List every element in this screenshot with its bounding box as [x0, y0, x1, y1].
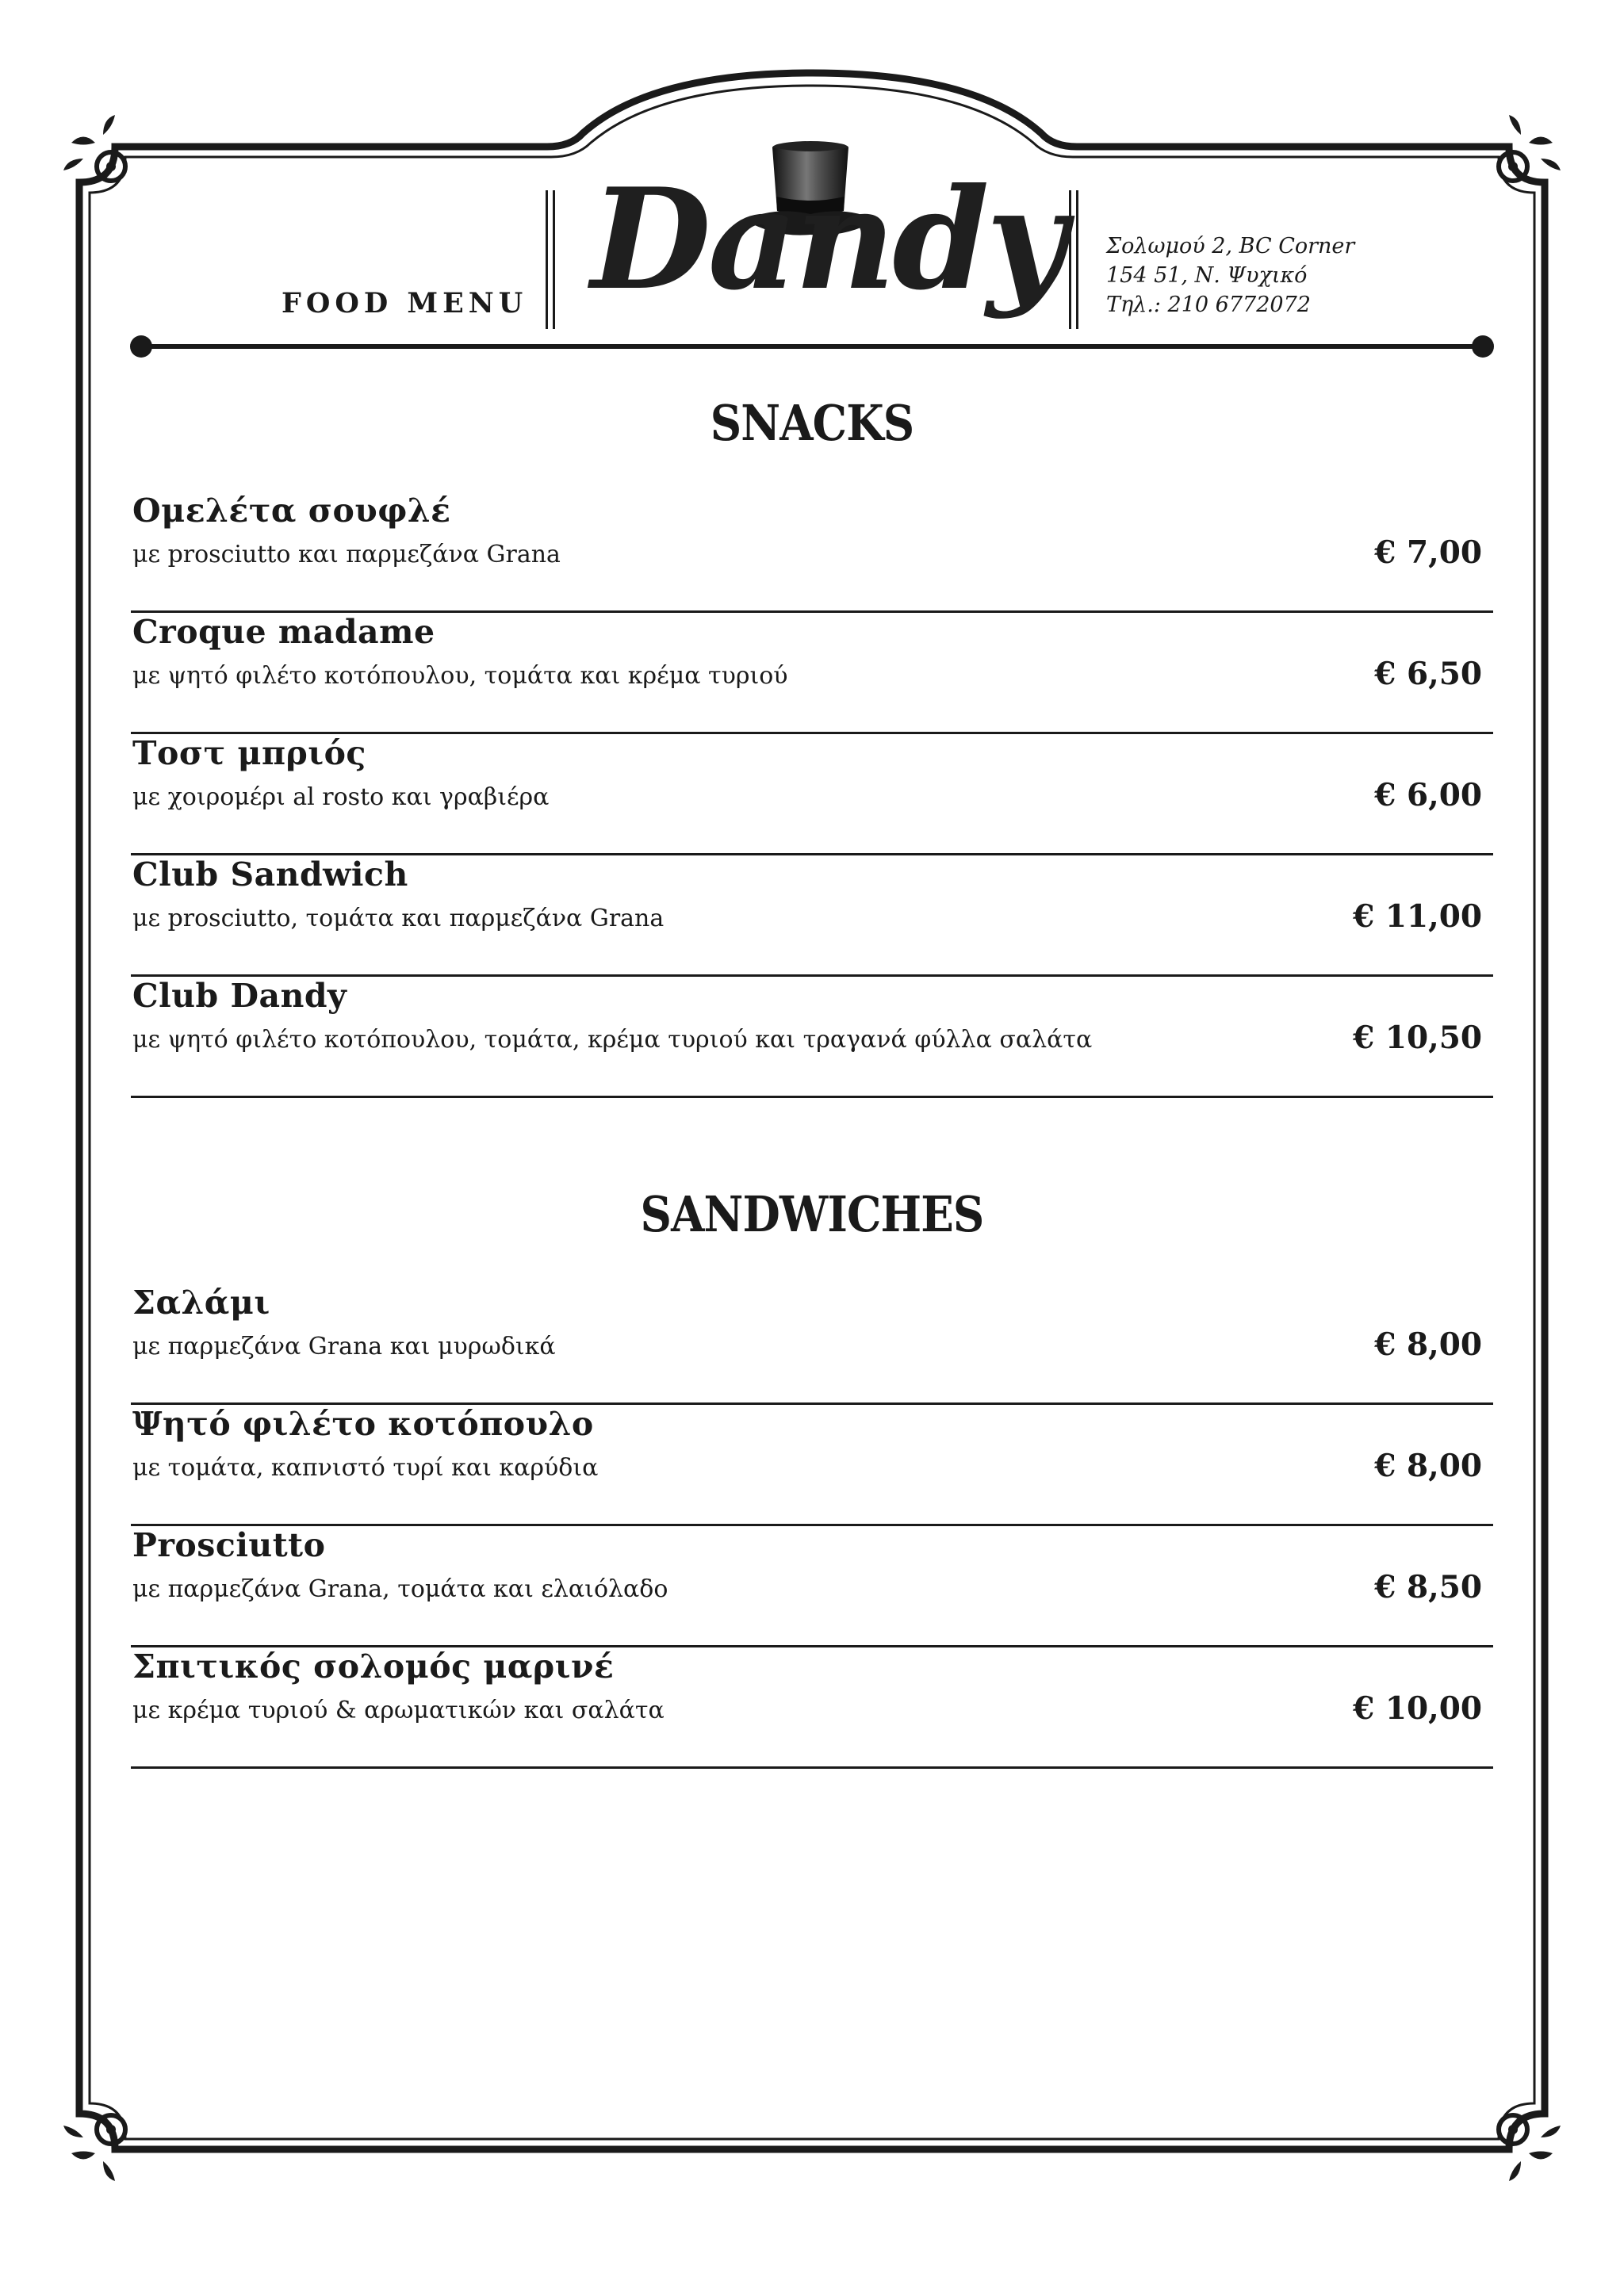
item-price: € 11,00	[1353, 898, 1482, 935]
item-description: με ψητό φιλέτο κοτόπουλου, τομάτα, κρέμα τυριού και τραγανά φύλλα σαλάτα	[132, 1026, 1093, 1054]
item-price: € 6,50	[1374, 656, 1482, 692]
item-description: με prosciutto, τομάτα και παρμεζάνα Grana	[132, 905, 665, 932]
food-menu-label: FOOD MENU	[282, 287, 528, 320]
section-title-snacks: SNACKS	[710, 394, 914, 452]
item-name: Τοστ μπριός	[132, 734, 366, 772]
menu-item	[131, 1284, 1493, 1405]
item-name: Σαλάμι	[132, 1284, 270, 1322]
item-description: με τομάτα, καπνιστό τυρί και καρύδια	[132, 1454, 599, 1482]
menu-item	[131, 1405, 1493, 1526]
item-price: € 8,50	[1374, 1569, 1482, 1605]
item-name: Σπιτικός σολομός μαρινέ	[132, 1647, 615, 1686]
item-description: με χοιρομέρι al rosto και γραβιέρα	[132, 783, 550, 811]
section-title-sandwiches: SANDWICHES	[640, 1185, 984, 1243]
item-name: Ομελέτα σουφλέ	[132, 492, 451, 530]
item-description: με prosciutto και παρμεζάνα Grana	[132, 541, 561, 568]
address-block	[1106, 232, 1354, 320]
menu-item	[131, 1526, 1493, 1647]
menu-item	[131, 613, 1493, 734]
item-price: € 10,50	[1353, 1020, 1482, 1056]
item-name: Club Sandwich	[132, 855, 408, 894]
address-line: 154 51, Ν. Ψυχικό	[1106, 263, 1308, 288]
item-name: Club Dandy	[132, 977, 347, 1015]
sandwiches-list	[131, 1284, 1493, 1769]
item-price: € 7,00	[1374, 534, 1482, 571]
menu-item	[131, 492, 1493, 613]
item-name: Ψητό φιλέτο κοτόπουλο	[132, 1405, 594, 1443]
item-price: € 8,00	[1374, 1326, 1482, 1363]
item-name: Croque madame	[132, 613, 435, 651]
item-price: € 6,00	[1374, 777, 1482, 813]
snacks-list	[131, 492, 1493, 1098]
menu-item	[131, 734, 1493, 855]
menu-item	[131, 977, 1493, 1098]
item-name: Prosciutto	[132, 1526, 326, 1564]
item-description: με παρμεζάνα Grana, τομάτα και ελαιόλαδο	[132, 1575, 668, 1603]
header-divider-right	[1069, 190, 1078, 329]
header-divider-left	[546, 190, 555, 329]
menu-item	[131, 1647, 1493, 1769]
dandy-logo: Dandy	[591, 159, 1064, 321]
item-description: με κρέμα τυριού & αρωματικών και σαλάτα	[132, 1697, 665, 1724]
item-description: με παρμεζάνα Grana και μυρωδικά	[132, 1333, 556, 1360]
item-price: € 10,00	[1353, 1690, 1482, 1727]
address-line: Σολωμού 2, BC Corner	[1106, 234, 1355, 258]
phone-line: Τηλ.: 210 6772072	[1106, 293, 1311, 317]
menu-item	[131, 855, 1493, 977]
item-description: με ψητό φιλέτο κοτόπουλου, τομάτα και κρέμα τυριού	[132, 662, 788, 690]
item-price: € 8,00	[1374, 1448, 1482, 1484]
